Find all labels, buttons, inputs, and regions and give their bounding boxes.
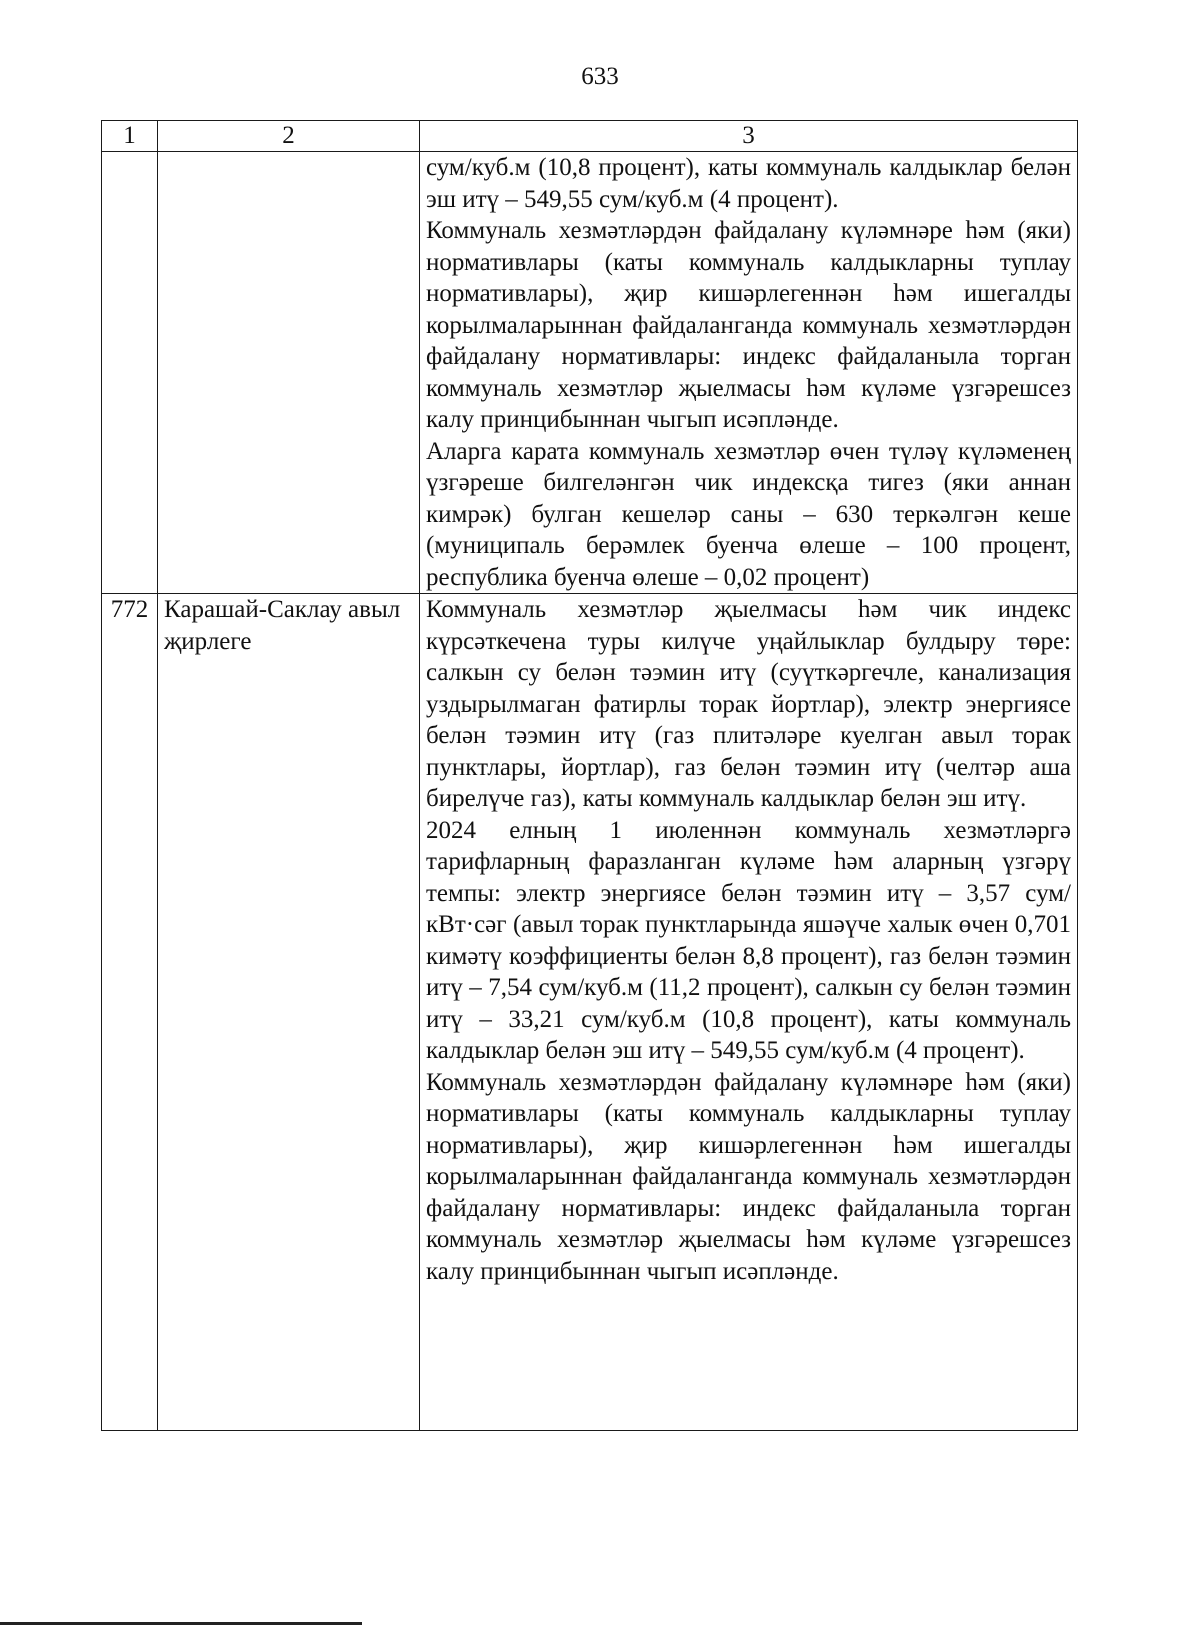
description-cell [420, 594, 1078, 1431]
settlement-name-cell: Карашай-Саклау авыл җирлеге [158, 594, 420, 1431]
row-number-cell [102, 152, 158, 594]
settlement-name-cell [158, 152, 420, 594]
paragraph: Аларга карата коммуналь хезмәтләр өчен түләү күләменең үзгәреше билгеләнгән чик индексқа тигез (яки аннан кимрәк) булган кешеләр саны – 630 теркәлгән кеше (муниципаль берәмлек буенча өлеше – 100 процент, республика буенча өлеше – 0,02 процент) [426, 437, 1071, 591]
footnote-divider [0, 1622, 362, 1625]
table-row [102, 594, 1078, 1431]
table-header-row [102, 121, 1078, 152]
paragraph: Коммуналь хезмәтләрдән файдалану күләмнәре һәм (яки) нормативлары (каты коммуналь калдыкларны туплау нормативлары), җир кишәрлегеннән һәм ишегалды корылмаларыннан файдаланганда коммуналь хезмәтләрдән файдалану нормативлары: индекс файдаланыла торган коммуналь хезмәтләр җыелмасы һәм күләме үзгәрешсез калу принцибыннан чыгып исәпләнде. [426, 217, 1071, 433]
paragraph: Коммуналь хезмәтләрдән файдалану күләмнәре һәм (яки) нормативлары (каты коммуналь калдыкларны туплау нормативлары), җир кишәрлегеннән һәм ишегалды корылмаларыннан файдаланганда коммуналь хезмәтләрдән файдалану нормативлары: индекс файдаланыла торган коммуналь хезмәтләр җыелмасы һәм күләме үзгәрешсез калу принцибыннан чыгып исәпләнде. [426, 1068, 1071, 1285]
column-header-2: 2 [158, 121, 420, 152]
paragraph: Коммуналь хезмәтләр җыелмасы һәм чик индекс күрсәткечена туры килүче уңайлыклар булдыру төре: салкын су белән тәэмин итү (суүткәргечле, канализация уздырылмаган фатирлы торак йортлар), электр энергиясе белән тәэмин итү (газ плитәләре куелган авыл торак пунктлары, йортлар), газ белән тәэмин итү (челтәр аша бирелүче газ), каты коммуналь калдыклар белән эш итү. [426, 596, 1071, 812]
data-table [101, 120, 1078, 1431]
page-number: 633 [581, 63, 619, 90]
description-cell [420, 152, 1078, 594]
column-header-3: 3 [420, 121, 1078, 152]
column-header-1: 1 [102, 121, 158, 152]
paragraph: 2024 елның 1 июленнән коммуналь хезмәтләргә тарифларның фаразланган күләме һәм аларның үзгәрү темпы: электр энергиясе белән тәэмин итү – 3,57 сум/кВт·сәг (авыл торак пунктларында яшәүче халык өчен 0,701 кимәтү коэффициенты белән 8,8 процент), газ белән тәэмин итү – 7,54 сум/куб.м (11,2 процент), салкын су белән тәэмин итү – 33,21 сум/куб.м (10,8 процент), каты коммуналь калдыклар белән эш итү – 549,55 сум/куб.м (4 процент). [426, 816, 1071, 1064]
paragraph: сум/куб.м (10,8 процент), каты коммуналь калдыклар белән эш итү – 549,55 сум/куб.м (4 процент). [426, 154, 1071, 213]
row-number-cell: 772 [102, 594, 158, 1431]
table-row [102, 152, 1078, 594]
